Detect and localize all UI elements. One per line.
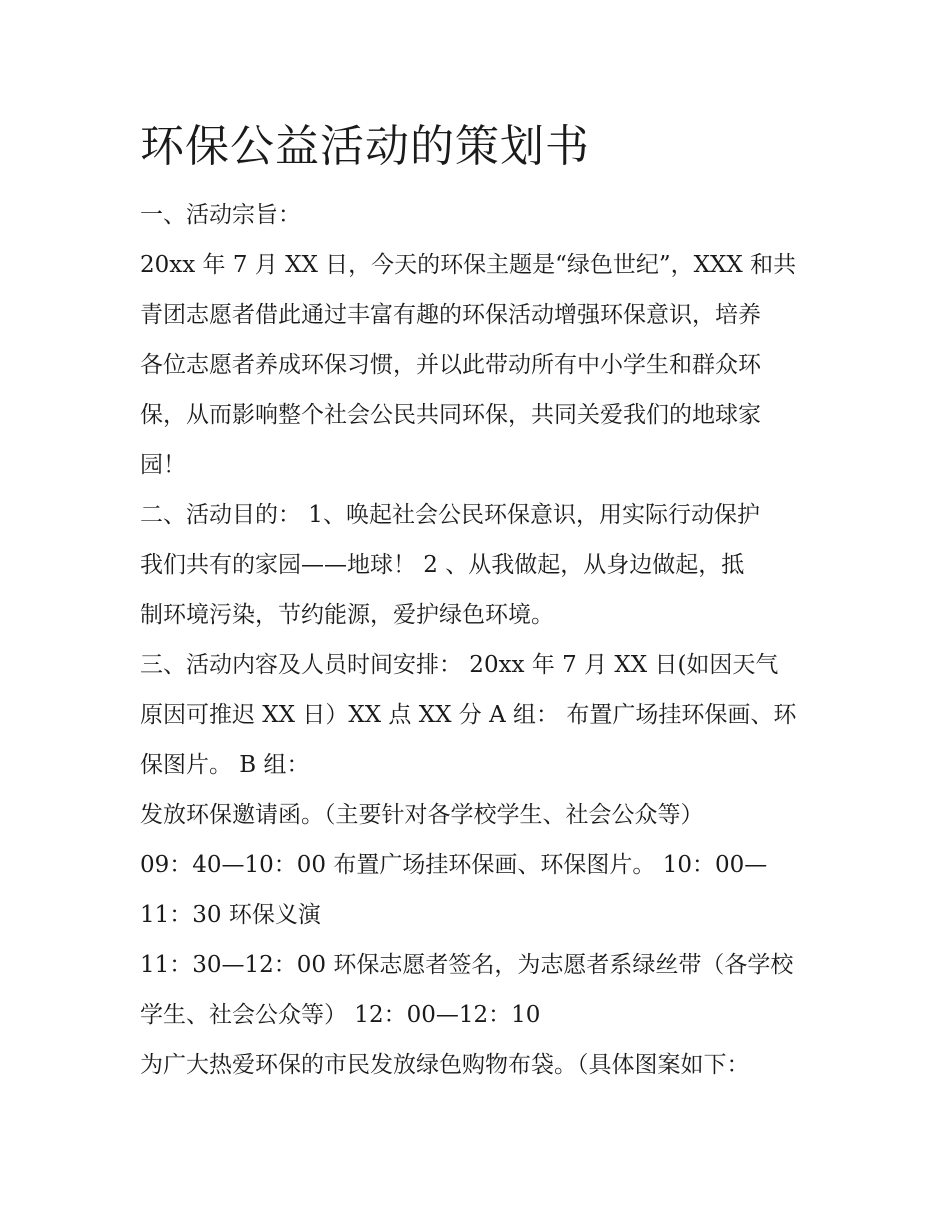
body-line-8: 我们共有的家园——地球！ 2 、从我做起，从身边做起，抵 — [140, 552, 745, 578]
body-line-6: 园！ — [140, 452, 186, 478]
body-line-5: 保，从而影响整个社会公民共同环保，共同关爱我们的地球家 — [140, 402, 761, 428]
body-line-16: 11：30—12：00 环保志愿者签名，为志愿者系绿丝带（各学校 — [140, 952, 794, 978]
body-line-4: 各位志愿者养成环保习惯，并以此带动所有中小学生和群众环 — [140, 352, 761, 378]
body-line-11: 原因可推迟 XX 日）XX 点 XX 分 A 组： 布置广场挂环保画、环 — [140, 702, 797, 728]
body-line-9: 制环境污染，节约能源，爱护绿色环境。 — [140, 602, 554, 628]
body-line-15: 11：30 环保义演 — [140, 902, 321, 928]
body-line-14: 09：40—10：00 布置广场挂环保画、环保图片。 10：00— — [140, 852, 768, 878]
document-page — [140, 112, 820, 1090]
body-line-13: 发放环保邀请函。（主要针对各学校学生、社会公众等） — [140, 802, 704, 828]
body-line-3: 青团志愿者借此通过丰富有趣的环保活动增强环保意识，培养 — [140, 302, 761, 328]
body-line-10: 三、活动内容及人员时间安排： 20xx 年 7 月 XX 日(如因天气 — [140, 652, 779, 678]
body-line-12: 保图片。 B 组： — [140, 752, 310, 778]
document-body — [140, 190, 820, 1090]
document-title: 环保公益活动的策划书 — [140, 121, 590, 172]
body-line-18: 为广大热爱环保的市民发放绿色购物布袋。（具体图案如下： — [140, 1052, 750, 1078]
body-line-1: 一、活动宗旨： — [140, 202, 301, 228]
body-line-17: 学生、社会公众等） 12：00—12：10 — [140, 1002, 541, 1028]
body-line-7: 二、活动目的： 1、唤起社会公民环保意识，用实际行动保护 — [140, 502, 760, 528]
body-line-2: 20xx 年 7 月 XX 日，今天的环保主题是“绿色世纪”，XXX 和共 — [140, 252, 797, 278]
